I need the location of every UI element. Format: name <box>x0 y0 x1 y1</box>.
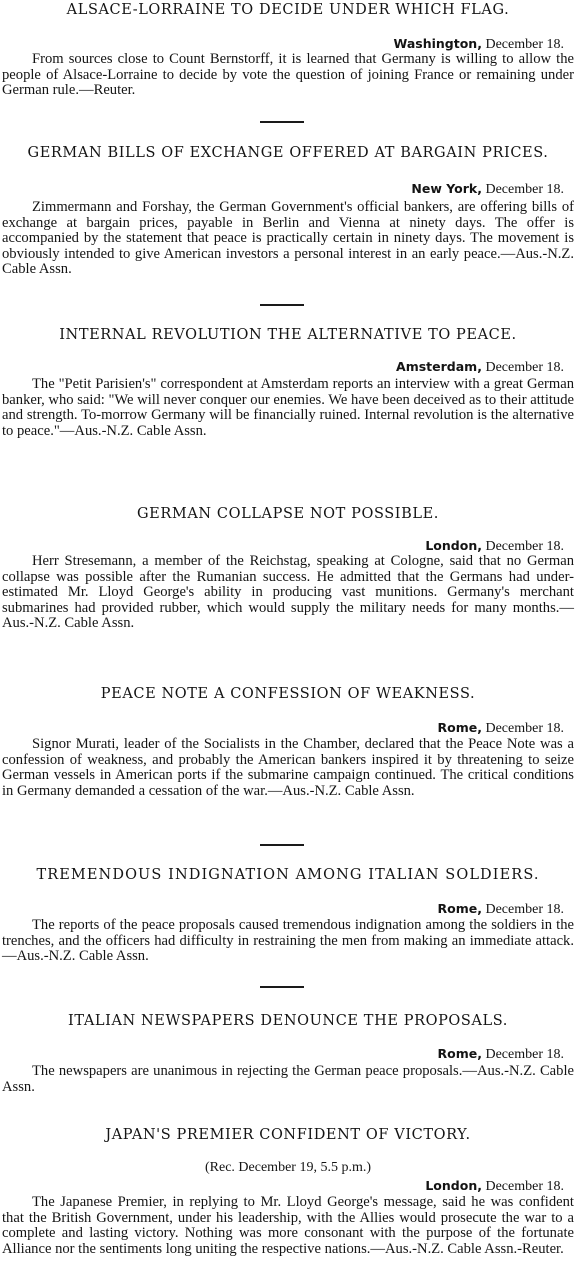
headline: GERMAN BILLS OF EXCHANGE OFFERED AT BARGAIN PRICES. <box>27 145 549 161</box>
section-divider <box>260 986 304 988</box>
headline: TREMENDOUS INDIGNATION AMONG ITALIAN SOLDIERS. <box>36 867 540 883</box>
headline: GERMAN COLLAPSE NOT POSSIBLE. <box>136 506 439 522</box>
article-body: Signor Murati, leader of the Socialists in the Chamber, declared that the Peace Note was a confession of weakness, and probably the American bankers inspired it by threatening to seize German vessels in American ports if the submarine campaign continued. The critical conditions in Germany demanded a cessation of the war.—Aus.-N.Z. Cable Assn. <box>2 736 574 799</box>
section-divider <box>260 121 304 123</box>
dateline-date: December 18. <box>485 37 564 52</box>
dateline-place: New York, <box>411 181 482 196</box>
article-body: The Japanese Premier, in replying to Mr. Lloyd George's message, said he was confident that the British Government, under his leadership, with the Allies would prosecute the war to a complete and lasting victory. Nothing was more consonant with the purpose of the fortunate Alliance nor the sentiments long uniting the respective nations.—Aus.-N.Z. Cable Assn.-Reuter. <box>2 1194 574 1257</box>
headline: INTERNAL REVOLUTION THE ALTERNATIVE TO PEACE. <box>59 327 517 343</box>
dateline-date: December 18. <box>485 360 564 375</box>
article-body: The newspapers are unanimous in rejecting the German peace proposals.—Aus.-N.Z. Cable Assn. <box>2 1063 574 1095</box>
dateline <box>438 901 565 918</box>
headline: ITALIAN NEWSPAPERS DENOUNCE THE PROPOSALS. <box>68 1013 508 1029</box>
dateline-place: Washington, <box>393 36 482 51</box>
dateline-place: London, <box>425 1178 482 1193</box>
section-divider <box>260 844 304 846</box>
dateline <box>396 359 564 376</box>
dateline-date: December 18. <box>485 721 564 736</box>
article-body: The reports of the peace proposals caused tremendous indignation among the soldiers in the trenches, and the officers had difficulty in restraining the men from making an immediate attack.—Aus.-N.Z. Cable Assn. <box>2 917 574 964</box>
section-divider <box>260 304 304 306</box>
headline: JAPAN'S PREMIER CONFIDENT OF VICTORY. <box>105 1127 471 1143</box>
dateline-place: Rome, <box>437 1046 482 1061</box>
dateline <box>411 181 564 198</box>
dateline-date: December 18. <box>485 182 564 197</box>
dateline-place: Amsterdam, <box>396 359 482 374</box>
headline: ALSACE-LORRAINE TO DECIDE UNDER WHICH FLAG. <box>66 2 510 18</box>
dateline-date: December 18. <box>485 902 564 917</box>
dateline-place: Rome, <box>437 901 482 916</box>
dateline <box>438 720 565 737</box>
received-note: (Rec. December 19, 5.5 p.m.) <box>205 1160 371 1175</box>
dateline <box>438 1046 565 1063</box>
article-body: Zimmermann and Forshay, the German Government's official bankers, are offering bills of exchange at bargain prices, payable in Berlin and Vienna at ninety days. The offer is accompanied by the statement that peace is practically certain in ninety days. The movement is obviously intended to give American investors a personal interest in an early peace.—Aus.-N.Z. Cable Assn. <box>2 199 574 277</box>
article-body: The "Petit Parisien's" correspondent at Amsterdam reports an interview with a great German banker, who said: "We will never conquer our enemies. We have been deceived as to their attitude and strength. To-morrow Germany will be financially ruined. Internal revolution is the alternative to peace."—Aus.-N.Z. Cable Assn. <box>2 376 574 439</box>
dateline-place: London, <box>425 538 482 553</box>
dateline <box>425 1178 564 1195</box>
headline: PEACE NOTE A CONFESSION OF WEAKNESS. <box>100 686 476 702</box>
article-body: Herr Stresemann, a member of the Reichstag, speaking at Cologne, said that no German collapse was possible after the Rumanian success. He admitted that the Germans had under-estimated Mr. Lloyd George's ability in producing vast munitions. Germany's merchant submarines had provided rubber, which would supply the military needs for many months.—Aus.-N.Z. Cable Assn. <box>2 553 574 631</box>
dateline-place: Rome, <box>437 720 482 735</box>
dateline-date: December 18. <box>485 1047 564 1062</box>
article-body: From sources close to Count Bernstorff, it is learned that Germany is willing to allow the people of Alsace-Lorraine to decide by vote the question of joining France or remaining under German rule.—Reuter. <box>2 51 574 98</box>
dateline-date: December 18. <box>485 539 564 554</box>
dateline-date: December 18. <box>485 1179 564 1194</box>
